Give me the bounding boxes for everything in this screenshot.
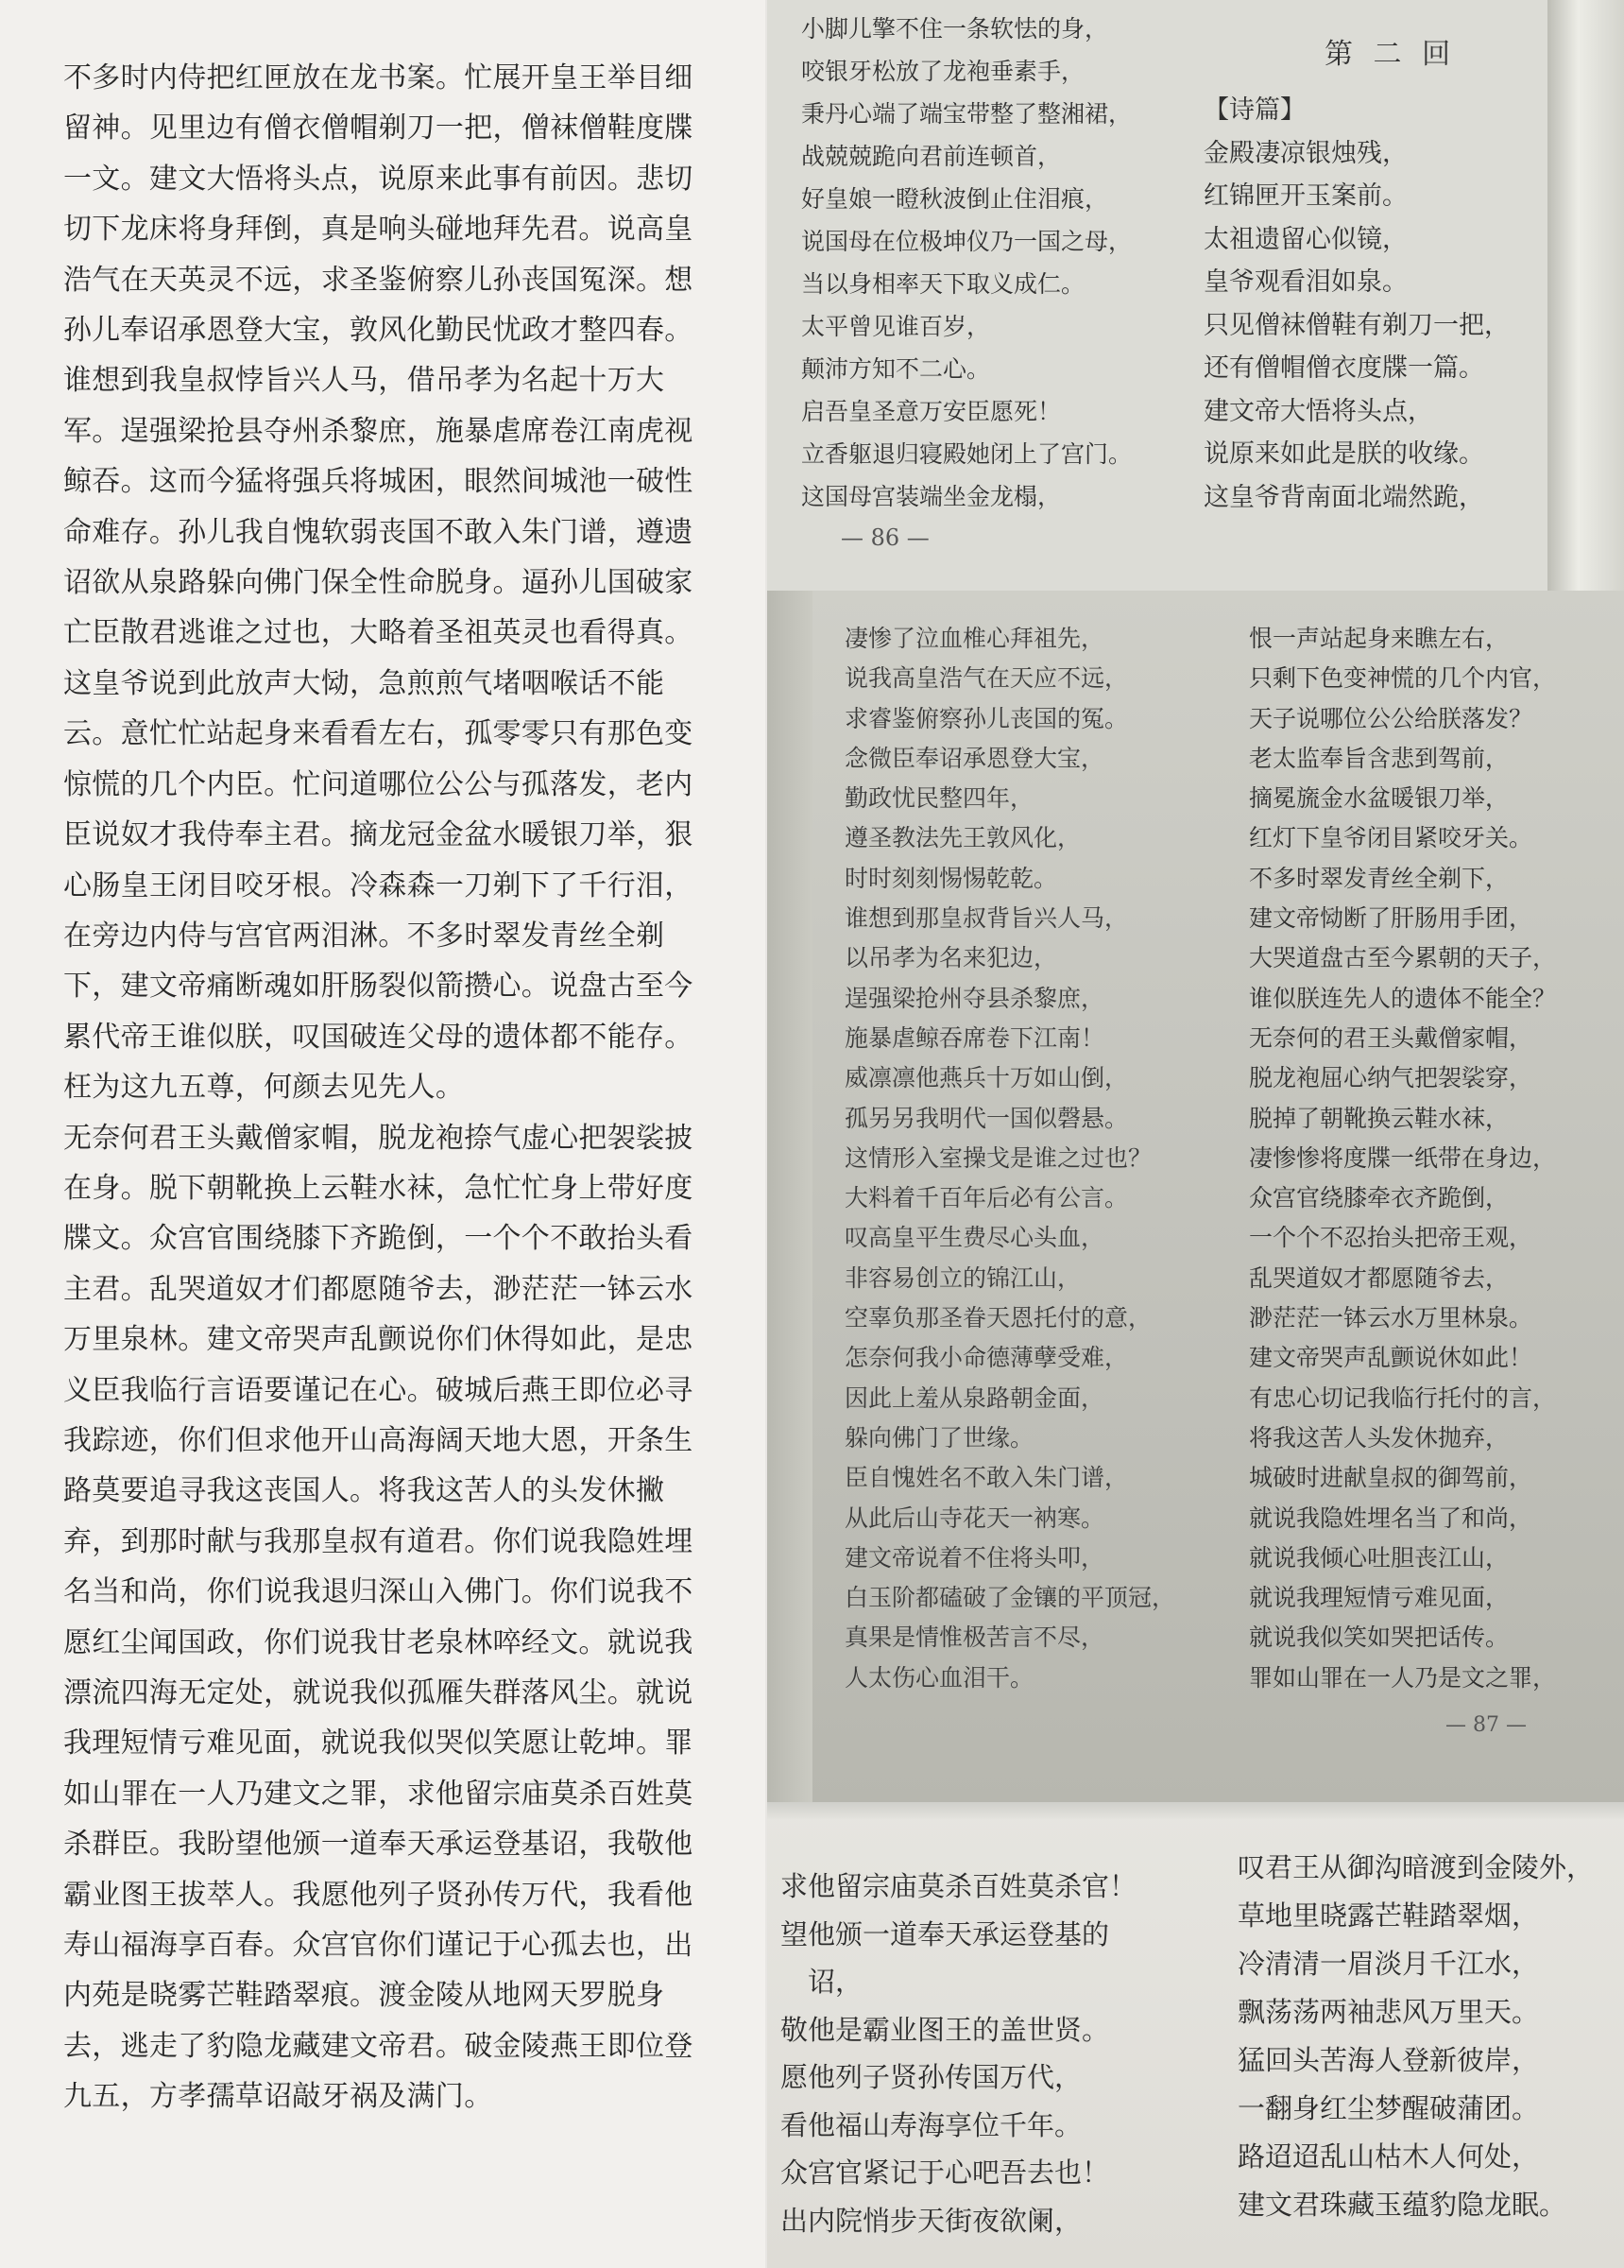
page-86-left-line: 启吾皇圣意万安臣愿死！ — [801, 398, 1062, 425]
transcription-text — [63, 53, 706, 2122]
continuation-right-line: 叹君王从御沟暗渡到金陵外， — [1238, 1851, 1595, 1883]
page-86-left-line: 战兢兢跪向君前连顿首， — [801, 143, 1062, 170]
page-87-right-line: 谁似朕连先人的遗体不能全？ — [1249, 984, 1557, 1012]
transcription-paragraph-1: 不多时内侍把红匣放在龙书案。忙展开皇王举目细留神。见里边有僧衣僧帽剃刀一把，僧袜僧鞋度牒一文。建文大悟将头点，说原来此事有前因。悲切切下龙床将身拜倒，真是响头碰地拜先君。说高皇浩气在天英灵不远，求圣鉴俯察儿孙丧国冤深。想孙儿奉诏承恩登大宝，敦风化勤民忧政才整四春。谁想到我皇叔悖旨兴人马，借吊孝为名起十万大军。逞强梁抢县夺州杀黎庶，施暴虐席卷江南虎视鲸吞。这而今猛将强兵将城困，眼然间城池一破性命难存。孙儿我自愧软弱丧国不敢入朱门谱，遵遗诏欲从泉路躲向佛门保全性命脱身。逼孙儿国破家亡臣散君逃谁之过也，大略着圣祖英灵也看得真。这皇爷说到此放声大恸，急煎煎气堵咽喉话不能云。意忙忙站起身来看看左右，孤零零只有那色变惊慌的几个内臣。忙问道哪位公公与孤落发，老内臣说奴才我侍奉主君。摘龙冠金盆水暖银刀举，狠心肠皇王闭目咬牙根。冷森森一刀剃下了千行泪，在旁边内侍与宫官两泪淋。不多时翠发青丝全剃下，建文帝痛断魂如肝肠裂似箭攒心。说盘古至今累代帝王谁似朕，叹国破连父母的遗体都不能存。枉为这九五尊，何颜去见先人。 — [63, 61, 693, 1105]
page-87-left-line: 人太伤心血泪干。 — [845, 1663, 1034, 1692]
page-86-left-line: 小脚儿擎不住一条软怯的身， — [801, 15, 1109, 43]
page-86-right-line: 说原来如此是朕的收缘。 — [1204, 439, 1484, 469]
page-87-right-line: 乱哭道奴才都愿随爷去， — [1249, 1263, 1510, 1292]
page-87-right-line: 摘冕旒金水盆暖银刀举， — [1249, 784, 1510, 813]
page-87-right-line: 就说我似笑如哭把话传。 — [1249, 1624, 1510, 1652]
page-87-right-line: 恨一声站起身来瞧左右， — [1249, 625, 1510, 652]
continuation-left-column — [780, 1863, 1137, 2244]
page-87-left-line: 这情形入室操戈是谁之过也？ — [845, 1143, 1153, 1172]
page-87-right-line: 罪如山罪在一人乃是文之罪， — [1249, 1663, 1557, 1692]
book-photo-top — [767, 0, 1624, 591]
page-87-left-line: 求睿鉴俯察孙儿丧国的冤。 — [845, 704, 1129, 732]
page-87-right-line: 大哭道盘古至今累朝的天子， — [1249, 944, 1557, 972]
page-86-right-column — [1204, 89, 1510, 519]
page-87-right-line: 不多时翠发青丝全剃下， — [1249, 864, 1510, 892]
page-86-left-line: 秉丹心端了端宝带整了整湘裙， — [801, 100, 1133, 128]
page-87-left-line: 空辜负那圣眷天恩托付的意， — [845, 1304, 1153, 1332]
page-86-left-line: 太平曾见谁百岁， — [801, 313, 991, 340]
page-87-right-line: 就说我理短情亏难见面， — [1249, 1584, 1510, 1612]
page-87-right-line: 一个个不忍抬头把帝王观， — [1249, 1224, 1533, 1252]
transcription-panel — [0, 0, 765, 2268]
page-87-left-line: 逞强梁抢州夺县杀黎庶， — [845, 984, 1105, 1012]
page-87-left-line: 孤另另我明代一国似磬悬。 — [845, 1104, 1129, 1132]
page-87-left-line: 念微臣奉诏承恩登大宝， — [845, 744, 1105, 772]
page-86-left-line: 好皇娘一瞪秋波倒止住泪痕， — [801, 185, 1109, 213]
page-87-left-line: 真果是情惟极苦言不尽， — [845, 1624, 1105, 1652]
page-86-left-line: 说国母在位极坤仪乃一国之母， — [801, 228, 1133, 255]
page-86-left-column — [801, 8, 1132, 518]
transcription-paragraph-2: 无奈何君王头戴僧家帽，脱龙袍捺气虚心把袈裟披在身。脱下朝靴换上云鞋水袜，急忙忙身上带好度牒文。众宫官围绕膝下齐跪倒，一个个不敢抬头看主君。乱哭道奴才们都愿随爷去，渺茫茫一钵云水万里泉林。建文帝哭声乱颤说你们休得如此，是忠义臣我临行言语要谨记在心。破城后燕王即位必寻我踪迹，你们但求他开山高海阔天地大恩，开条生路莫要追寻我这丧国人。将我这苦人的头发休撇弃，到那时献与我那皇叔有道君。你们说我隐姓埋名当和尚，你们说我退归深山入佛门。你们说我不愿红尘闻国政，你们说我甘老泉林啐经文。就说我漂流四海无定处，就说我似孤雁失群落风尘。就说我理短情亏难见面，就说我似哭似笑愿让乾坤。罪如山罪在一人乃建文之罪，求他留宗庙莫杀百姓莫杀群臣。我盼望他颁一道奉天承运登基诏，我敬他霸业图王拔萃人。我愿他列子贤孙传万代，我看他寿山福海享百春。众宫官你们谨记于心孤去也，出内苑是晓雾芒鞋踏翠痕。渡金陵从地网天罗脱身去，逃走了豹隐龙藏建文帝君。破金陵燕王即位登九五，方孝孺草诏敲牙祸及满门。 — [63, 1121, 693, 2114]
page-87-left-line: 非容易创立的锦江山， — [845, 1263, 1082, 1292]
page-87-right-line: 红灯下皇爷闭目紧咬牙关。 — [1249, 824, 1533, 852]
page-87-right-line: 渺茫茫一钵云水万里林泉。 — [1249, 1304, 1533, 1332]
continuation-right-line: 冷清清一眉淡月千江水， — [1238, 1948, 1540, 1980]
continuation-right-line: 猛回头苦海人登新彼岸， — [1238, 2044, 1540, 2076]
page-87-left-line: 白玉阶都磕破了金镶的平顶冠， — [845, 1584, 1176, 1612]
page-87-right-line: 有忠心切记我临行托付的言， — [1249, 1383, 1557, 1412]
page-86-right-line: 太祖遗留心似镜， — [1204, 224, 1408, 254]
page-86-left-line: 咬银牙松放了龙袍垂素手， — [801, 58, 1086, 85]
page-87-right-line: 就说我隐姓埋名当了和尚， — [1249, 1503, 1533, 1532]
page-87-left-line: 说我高皇浩气在天应不远， — [845, 664, 1129, 693]
page-87-right-line: 将我这苦人头发休抛弃， — [1249, 1423, 1510, 1452]
page-87-right-line: 凄惨惨将度牒一纸带在身边， — [1249, 1143, 1557, 1172]
page-87-right-line: 脱龙袍屈心纳气把袈裟穿， — [1249, 1064, 1533, 1092]
continuation-right-line: 建文君珠藏玉蕴豹隐龙眠。 — [1238, 2189, 1567, 2221]
continuation-left-line: 出内院悄步天街夜欲阑， — [780, 2204, 1083, 2237]
book-page-edge — [1547, 0, 1624, 591]
page-86-right-line: 建文帝大悟将头点， — [1204, 396, 1433, 426]
page-87-left-line: 勤政忧民整四年， — [845, 784, 1034, 813]
page-87-left-line: 建文帝说着不住将头叩， — [845, 1543, 1105, 1572]
page-number-86: — 86 — — [841, 524, 930, 551]
book-photo-middle — [767, 591, 1624, 1802]
page-87-right-line: 天子说哪位公公给朕落发？ — [1249, 704, 1533, 732]
page-87-left-line: 以吊孝为名来犯边， — [845, 944, 1058, 972]
page-87-left-line: 怎奈何我小命德薄孽受难， — [845, 1344, 1129, 1372]
continuation-left-line: 众宫官紧记于心吧吾去也！ — [780, 2156, 1110, 2189]
page-87-left-line: 躲向佛门了世缘。 — [845, 1423, 1034, 1452]
page-87-right-line: 建文帝恸断了肝肠用手团， — [1249, 904, 1533, 933]
continuation-right-line: 一翻身红尘梦醒破蒲团。 — [1238, 2092, 1540, 2124]
continuation-left-line: 看他福山寿海享位千年。 — [780, 2108, 1083, 2141]
page-87-right-line: 建文帝哭声乱颤说休如此！ — [1249, 1344, 1533, 1372]
continuation-right-column — [1238, 1844, 1594, 2229]
page-87-right-line: 脱掉了朝靴换云鞋水袜， — [1249, 1104, 1510, 1132]
page-87-right-line: 老太监奉旨含悲到驾前， — [1249, 744, 1510, 772]
page-87-left-line: 大料着千百年后必有公言。 — [845, 1184, 1129, 1212]
page-87-left-line: 遵圣教法先王敦风化， — [845, 824, 1082, 852]
page-86-left-line: 这国母宫装端坐金龙榻， — [801, 483, 1062, 510]
page-86-left-line: 立香躯退归寝殿她闭上了宫门。 — [801, 440, 1133, 468]
continuation-left-line: 诏， — [780, 1966, 863, 1998]
page-86-right-line: 还有僧帽僧衣度牒一篇。 — [1204, 353, 1484, 383]
page-87-left-line: 臣自愧姓名不敢入朱门谱， — [845, 1464, 1129, 1492]
page-87-left-line: 从此后山寺花天一衲寒。 — [845, 1503, 1105, 1532]
page-87-left-line: 施暴虐鲸吞席卷下江南！ — [845, 1023, 1105, 1052]
page-86-right-line: 金殿凄凉银烛残， — [1204, 138, 1408, 168]
page-87-right-line: 众宫官绕膝牵衣齐跪倒， — [1249, 1184, 1510, 1212]
continuation-left-line: 求他留宗庙莫杀百姓莫杀官！ — [780, 1870, 1137, 1902]
page-87-left-line: 凄惨了泣血椎心拜祖先， — [845, 625, 1105, 652]
page-86-right-line: 【诗篇】 — [1204, 95, 1306, 125]
continuation-left-line: 敬他是霸业图王的盖世贤。 — [780, 2013, 1110, 2046]
page-87-right-line: 无奈何的君王头戴僧家帽， — [1249, 1023, 1533, 1052]
continuation-right-line: 路迢迢乱山枯木人何处， — [1238, 2140, 1540, 2173]
continuation-left-line: 愿他列子贤孙传国万代， — [780, 2061, 1083, 2093]
page-86-right-line: 这皇爷背南面北端然跪， — [1204, 482, 1484, 512]
page-87-left-column — [845, 619, 1175, 1698]
page-87-right-line: 只剩下色变神慌的几个内官， — [1249, 664, 1557, 693]
page-edge-shadow — [767, 1802, 1624, 1819]
page-86-left-line: 当以身相率天下取义成仁。 — [801, 270, 1086, 298]
page-87-right-line: 城破时进献皇叔的御驾前， — [1249, 1464, 1533, 1492]
page-87-left-line: 威凛凛他燕兵十万如山倒， — [845, 1064, 1129, 1092]
continuation-right-line: 飘荡荡两袖悲风万里天。 — [1238, 1996, 1540, 2028]
page-87-left-line: 叹高皇平生费尽心头血， — [845, 1224, 1105, 1252]
page-87-left-line: 谁想到那皇叔背旨兴人马， — [845, 904, 1129, 933]
page-87-left-line: 因此上羞从泉路朝金面， — [845, 1383, 1105, 1412]
page-86-right-line: 皇爷观看泪如泉。 — [1204, 267, 1408, 297]
page-86-right-line: 红锦匣开玉案前。 — [1204, 181, 1408, 211]
book-photo-bottom — [767, 1802, 1624, 2268]
page-86-left-line: 颠沛方知不二心。 — [801, 355, 991, 383]
page-86-right-line: 只见僧袜僧鞋有剃刀一把， — [1204, 310, 1510, 340]
page-number-87: — 87 — — [1445, 1713, 1527, 1737]
page-87-right-column — [1249, 619, 1556, 1698]
page-87-left-line: 时时刻刻惕惕乾乾。 — [845, 864, 1058, 892]
chapter-heading: 第 二 回 — [1325, 38, 1457, 71]
continuation-right-line: 草地里晓露芒鞋踏翠烟， — [1238, 1899, 1540, 1932]
continuation-left-line: 望他颁一道奉天承运登基的 — [780, 1917, 1110, 1950]
page-87-right-line: 就说我倾心吐胆丧江山， — [1249, 1543, 1510, 1572]
